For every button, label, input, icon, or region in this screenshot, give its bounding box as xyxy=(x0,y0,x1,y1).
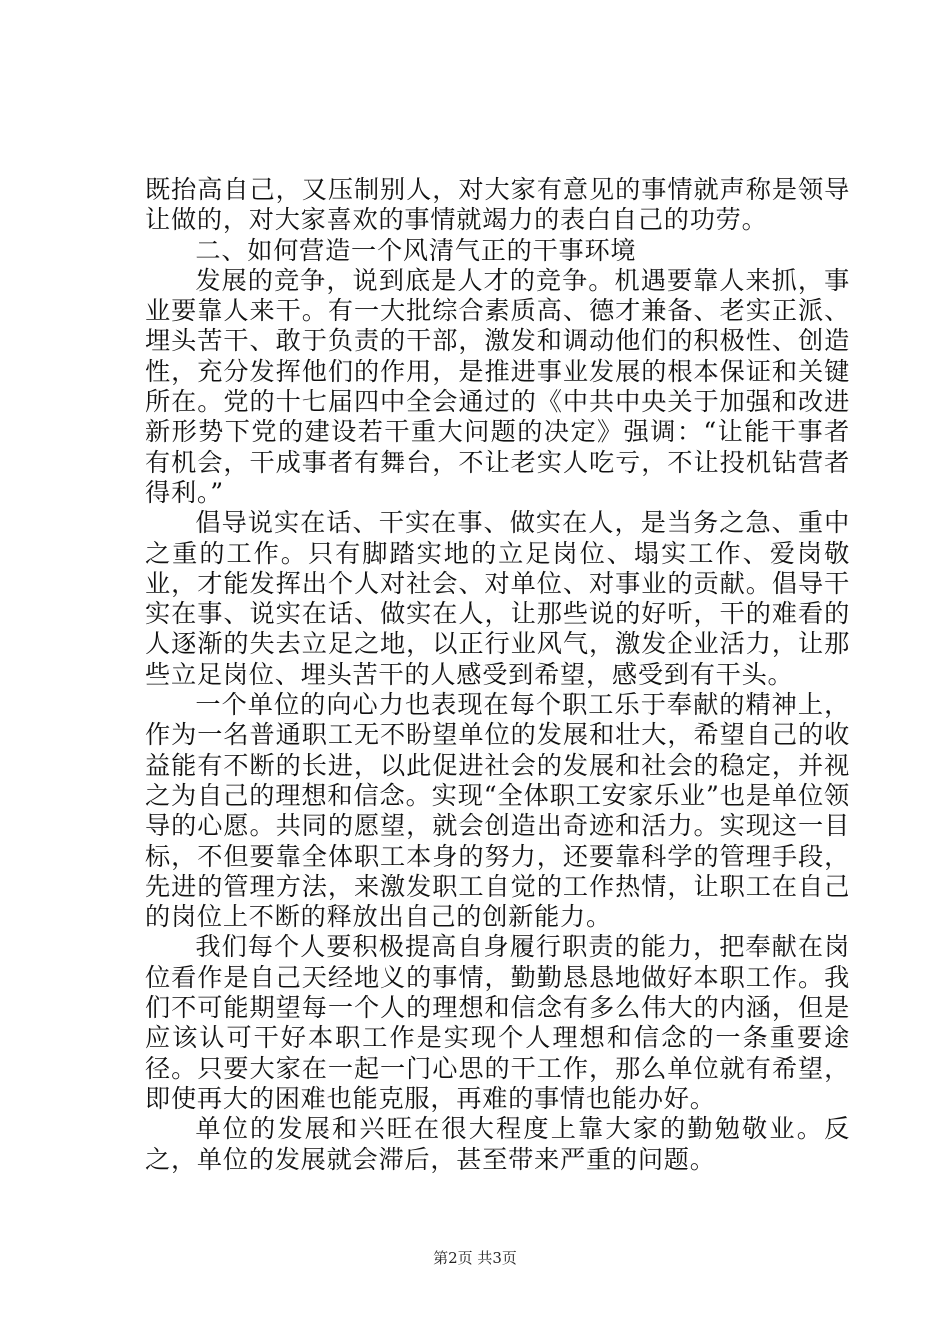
section-heading: 二、如何营造一个风清气正的干事环境 xyxy=(195,235,637,265)
paragraph: 我们每个人要积极提高自身履行职责的能力，把奉献在岗位看作是自己天经地义的事情，勤勤恳恳地做好本职工作。我们不可能期望每一个人的理想和信念有多么伟大的内涵，但是应该认可干好本职工作是实现个人理想和信念的一条重要途径。只要大家在一起一门心思的干工作，那么单位就有希望，即使再大的困难也能克服，再难的事情也能办好。 xyxy=(145,932,850,1113)
paragraph: 发展的竞争，说到底是人才的竞争。机遇要靠人来抓，事业要靠人来干。有一大批综合素质高、德才兼备、老实正派、埋头苦干、敢于负责的干部，激发和调动他们的积极性、创造性，充分发挥他们的作用，是推进事业发展的根本保证和关键所在。党的十七届四中全会通过的《中共中央关于加强和改进新形势下党的建设若干重大问题的决定》强调：“让能干事者有机会，干成事者有舞台，不让老实人吃亏，不让投机钻营者得利。” xyxy=(145,265,850,507)
body-text xyxy=(145,175,850,1175)
paragraph: 既抬高自己，又压制别人，对大家有意见的事情就声称是领导让做的，对大家喜欢的事情就竭力的表白自己的功劳。 xyxy=(145,175,850,235)
page-footer: 第2页 共3页 xyxy=(433,1249,517,1267)
paragraph: 倡导说实在话、干实在事、做实在人，是当务之急、重中之重的工作。只有脚踏实地的立足岗位、塌实工作、爱岗敬业，才能发挥出个人对社会、对单位、对事业的贡献。倡导干实在事、说实在话、做实在人，让那些说的好听，干的难看的人逐渐的失去立足之地，以正行业风气，激发企业活力，让那些立足岗位、埋头苦干的人感受到希望，感受到有干头。 xyxy=(145,508,850,689)
paragraph: 一个单位的向心力也表现在每个职工乐于奉献的精神上，作为一名普通职工无不盼望单位的发展和壮大，希望自己的收益能有不断的长进，以此促进社会的发展和社会的稳定，并视之为自己的理想和信念。实现“全体职工安家乐业”也是单位领导的心愿。共同的愿望，就会创造出奇迹和活力。实现这一目标，不但要靠全体职工本身的努力，还要靠科学的管理手段，先进的管理方法，来激发职工自觉的工作热情，让职工在自己的岗位上不断的释放出自己的创新能力。 xyxy=(145,690,850,932)
paragraph: 单位的发展和兴旺在很大程度上靠大家的勤勉敬业。反之，单位的发展就会滞后，甚至带来严重的问题。 xyxy=(145,1114,850,1174)
